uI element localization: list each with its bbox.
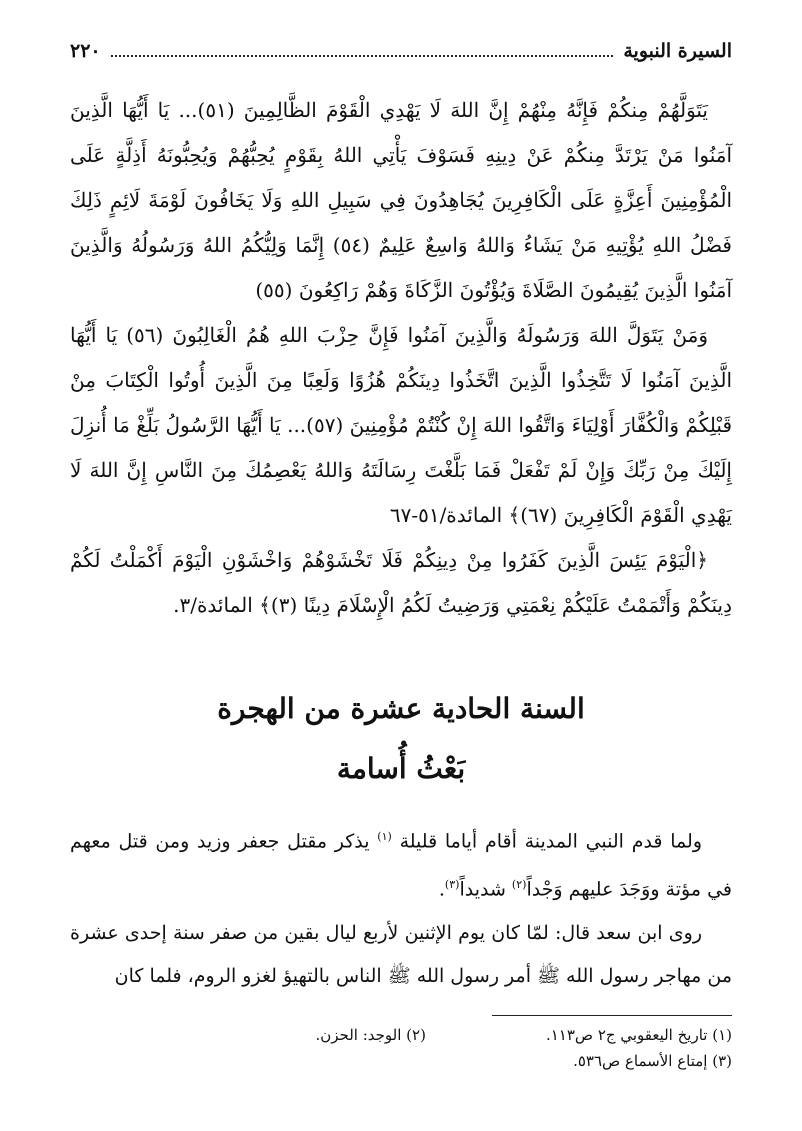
section-title: السنة الحادية عشرة من الهجرة [217, 692, 585, 725]
footnote-ref-3[interactable]: (٣) [444, 878, 460, 892]
quran-verses-block [70, 88, 732, 628]
running-title: السيرة النبوية [623, 40, 732, 62]
footnote-ref-2[interactable]: (٢) [511, 878, 527, 892]
footnotes [70, 1022, 732, 1074]
footnote-3: (٣) إمتاع الأسماع ص٥٣٦. [573, 1052, 732, 1070]
footnote-1: (١) تاريخ اليعقوبي ج٢ ص١١٣. [545, 1026, 732, 1044]
body-text [70, 815, 732, 998]
p1-text-c: شديداً [459, 878, 506, 901]
footnote-ref-1[interactable]: (١) [377, 830, 392, 843]
p1-end: . [438, 878, 445, 901]
body-paragraph-1 [70, 815, 732, 912]
footnote-divider [492, 1015, 732, 1016]
p1-text-a: ولما قدم النبي المدينة أقام أياما قليلة [399, 830, 702, 853]
p1-text-b: يذكر مقتل جعفر وزيد ومن قتل معهم في مؤتة ووَجَدَ عليهم وَجْداً [70, 830, 732, 901]
footnote-2: (٢) الوجد: الحزن. [315, 1026, 426, 1044]
body-paragraph-2: روى ابن سعد قال: لمّا كان يوم الإثنين لأربع ليال بقين من صفر سنة إحدى عشرة من مهاجر رسول الله ﷺ أمر رسول الله ﷺ الناس بالتهيؤ لغزو الروم، فلما كان [70, 921, 732, 987]
footnote-row-2 [70, 1048, 732, 1074]
page-number: ٢٢٠ [70, 40, 101, 62]
verse-paragraph-1: يَتَوَلَّهُمْ مِنكُمْ فَإِنَّهُ مِنْهُمْ إِنَّ اللهَ لَا يَهْدِي الْقَوْمَ الظَّالِمِينَ (٥١)... يَا أَيُّهَا الَّذِينَ آمَنُوا مَنْ يَرْتَدَّ مِنكُمْ عَنْ دِينِهِ فَسَوْفَ يَأْتِي اللهُ بِقَوْمٍ يُحِبُّهُمْ وَيُحِبُّونَهُ أَذِلَّةٍ عَلَى الْمُؤْمِنِينَ أَعِزَّةٍ عَلَى الْكَافِرِينَ يُجَاهِدُونَ فِي سَبِيلِ اللهِ وَلَا يَخَافُونَ لَوْمَةَ لَائِمٍ ذَلِكَ فَضْلُ اللهِ يُؤْتِيهِ مَنْ يَشَاءُ وَاللهُ وَاسِعٌ عَلِيمٌ (٥٤) إِنَّمَا وَلِيُّكُمُ اللهُ وَرَسُولُهُ وَالَّذِينَ آمَنُوا الَّذِينَ يُقِيمُونَ الصَّلَاةَ وَيُؤْتُونَ الزَّكَاةَ وَهُمْ رَاكِعُونَ (٥٥) [70, 98, 732, 302]
page-header [70, 36, 732, 66]
verse-paragraph-2: وَمَنْ يَتَوَلَّ اللهَ وَرَسُولَهُ وَالَّذِينَ آمَنُوا فَإِنَّ حِزْبَ اللهِ هُمُ الْغَالِبُونَ (٥٦) يَا أَيُّهَا الَّذِينَ آمَنُوا لَا تَتَّخِذُوا الَّذِينَ اتَّخَذُوا دِينَكُمْ هُزُوًا وَلَعِبًا مِنَ الَّذِينَ أُوتُوا الْكِتَابَ مِنْ قَبْلِكُمْ وَالْكُفَّارَ أَوْلِيَاءَ وَاتَّقُوا اللهَ إِنْ كُنْتُمْ مُؤْمِنِينَ (٥٧)... يَا أَيُّهَا الرَّسُولُ بَلِّغْ مَا أُنزِلَ إِلَيْكَ مِنْ رَبِّكَ وَإِنْ لَمْ تَفْعَلْ فَمَا بَلَّغْتَ رِسَالَتَهُ وَاللهُ يَعْصِمُكَ مِنَ النَّاسِ إِنَّ اللهَ لَا يَهْدِي الْقَوْمَ الْكَافِرِينَ (٦٧)﴾ المائدة/٥١-٦٧ [70, 323, 733, 527]
section-subtitle: بَعْثُ أُسامة [336, 752, 466, 785]
verse-paragraph-3: ﴿الْيَوْمَ يَئِسَ الَّذِينَ كَفَرُوا مِنْ دِينِكُمْ فَلَا تَخْشَوْهُمْ وَاخْشَوْنِ الْيَوْمَ أَكْمَلْتُ لَكُمْ دِينَكُمْ وَأَتْمَمْتُ عَلَيْكُمْ نِعْمَتِي وَرَضِيتُ لَكُمُ الْإِسْلَامَ دِينًا (٣)﴾ المائدة/٣. [70, 548, 732, 617]
header-dot-leader [111, 45, 614, 57]
footnote-row-1 [70, 1022, 732, 1048]
